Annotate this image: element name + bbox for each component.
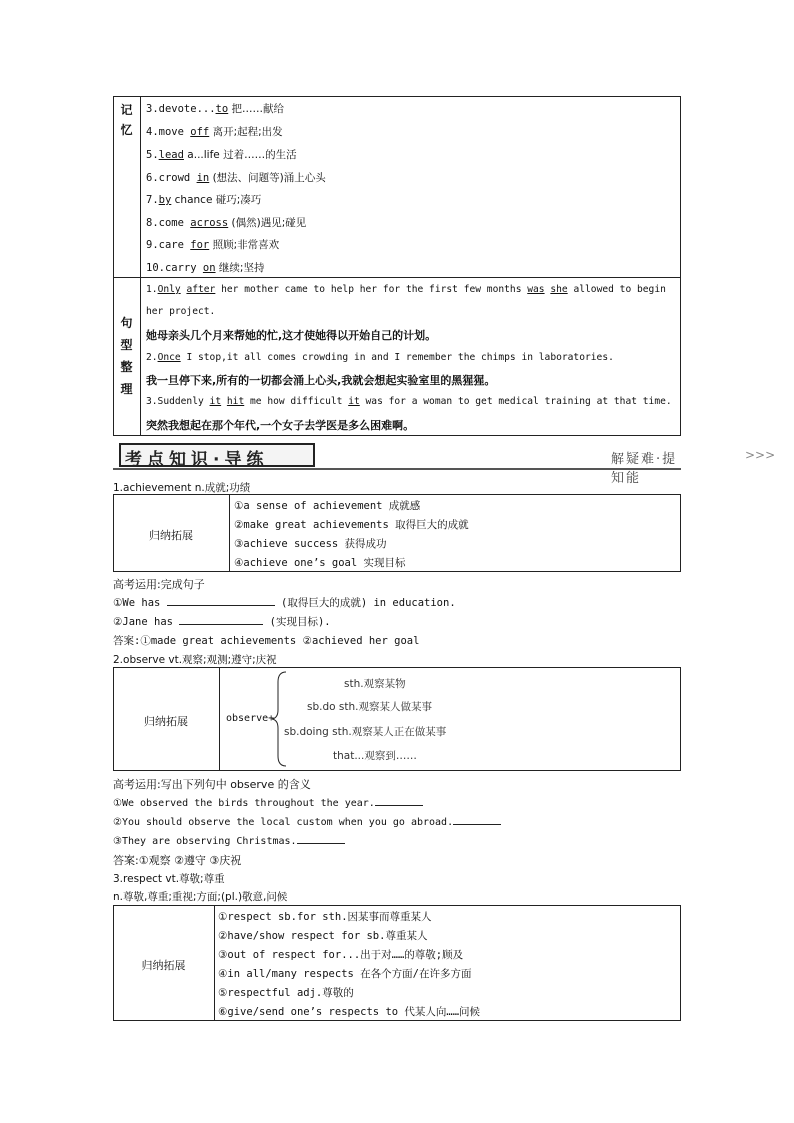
memory-item: 6.crowd in (想法、问题等)涌上心头 (146, 172, 326, 184)
k2-branch: sth.观察某物 (344, 678, 406, 690)
k2-question-3: ③They are observing Christmas. (113, 833, 345, 847)
banner-rule (113, 468, 681, 470)
banner-title: 考点知识·导练 (125, 450, 269, 470)
sentence-2-translation: 我一旦停下来,所有的一切都会涌上心头,我就会想起实验室里的黑猩猩。 (146, 374, 496, 387)
k3-heading-2: n.尊敬,尊重;重视;方面;(pl.)敬意,问候 (113, 891, 288, 903)
sentence-1-cont: her project. (146, 306, 216, 317)
k2-blank-2[interactable] (453, 814, 501, 825)
k3-table-divider (214, 905, 215, 1021)
k2-branch: sb.doing sth.观察某人正在做某事 (284, 726, 447, 738)
k1-item: ②make great achievements 取得巨大的成就 (234, 519, 469, 531)
k1-table-divider (229, 494, 230, 572)
table-divider-horizontal (113, 277, 681, 278)
k3-heading-1: 3.respect vt.尊敬;尊重 (113, 873, 225, 885)
k3-label: 归纳拓展 (141, 959, 186, 972)
k2-blank-3[interactable] (297, 833, 345, 844)
k3-item: ④in all/many respects 在各个方面/在许多方面 (218, 968, 472, 980)
k2-heading: 2.observe vt.观察;观测;遵守;庆祝 (113, 654, 277, 666)
k1-exercise-title: 高考运用:完成句子 (113, 578, 205, 591)
table-divider-vertical (140, 96, 141, 436)
k2-exercise-title: 高考运用:写出下列句中 observe 的含义 (113, 778, 311, 791)
k2-table-divider (219, 667, 220, 771)
k1-item: ③achieve success 获得成功 (234, 538, 387, 550)
k1-blank-2[interactable] (179, 614, 263, 625)
brace-icon (270, 670, 290, 768)
sentence-3: 3.Suddenly it hit me how difficult it was for a woman to get medical training at that time. (146, 396, 672, 407)
memory-item: 8.come across (偶然)遇见;碰见 (146, 217, 307, 229)
sentence-1: 1.Only after her mother came to help her for the first few months was she allowed to begin (146, 284, 666, 295)
memory-item: 4.move off 离开;起程;出发 (146, 126, 283, 138)
memory-item: 5.lead a...life 过着……的生活 (146, 149, 297, 161)
k2-blank-1[interactable] (375, 795, 423, 806)
k1-label: 归纳拓展 (149, 529, 193, 542)
sentence-3-translation: 突然我想起在那个年代,一个女子去学医是多么困难啊。 (146, 419, 415, 432)
memory-item: 7.by chance 碰巧;凑巧 (146, 194, 262, 206)
k1-question-2: ②Jane has (实现目标). (113, 616, 331, 628)
memory-item: 3.devote...to 把……献给 (146, 103, 285, 115)
memory-side-label: 记 忆 (120, 103, 133, 137)
sentence-side-label: 句 型 整 理 (120, 316, 133, 396)
k1-heading: 1.achievement n.成就;功绩 (113, 482, 251, 494)
memory-item: 9.care for 照顾;非常喜欢 (146, 239, 280, 251)
k2-label: 归纳拓展 (144, 715, 188, 728)
chevron-right-icon: >>> (745, 448, 776, 462)
k1-blank-1[interactable] (167, 595, 275, 606)
k3-item: ③out of respect for...出于对……的尊敬;顾及 (218, 949, 464, 961)
k2-branch: that...观察到…… (333, 750, 417, 762)
k1-item: ①a sense of achievement 成就感 (234, 500, 421, 512)
k2-answer: 答案:①观察 ②遵守 ③庆祝 (113, 854, 242, 867)
k2-branch: sb.do sth.观察某人做某事 (307, 701, 432, 713)
k3-item: ②have/show respect for sb.尊重某人 (218, 930, 428, 942)
memory-item: 10.carry on 继续;坚持 (146, 262, 265, 274)
sentence-1-translation: 她母亲头几个月来帮她的忙,这才使她得以开始自己的计划。 (146, 329, 437, 342)
k2-root: observe+ (226, 713, 275, 724)
k3-item: ⑥give/send one’s respects to 代某人向……问候 (218, 1006, 481, 1018)
k1-item: ④achieve one’s goal 实现目标 (234, 557, 406, 569)
k1-answer: 答案:①made great achievements ②achieved her goal (113, 635, 420, 647)
section-banner (113, 442, 776, 486)
k2-question-1: ①We observed the birds throughout the year. (113, 795, 423, 809)
k2-question-2: ②You should observe the local custom when you go abroad. (113, 814, 501, 828)
sentence-2: 2.Once I stop,it all comes crowding in and I remember the chimps in laboratories. (146, 352, 614, 363)
k1-question-1: ①We has (取得巨大的成就) in education. (113, 597, 456, 609)
k3-item: ⑤respectful adj.尊敬的 (218, 987, 354, 999)
k3-item: ①respect sb.for sth.因某事而尊重某人 (218, 911, 432, 923)
banner-right-text: 解疑难·提知能 (611, 452, 678, 486)
